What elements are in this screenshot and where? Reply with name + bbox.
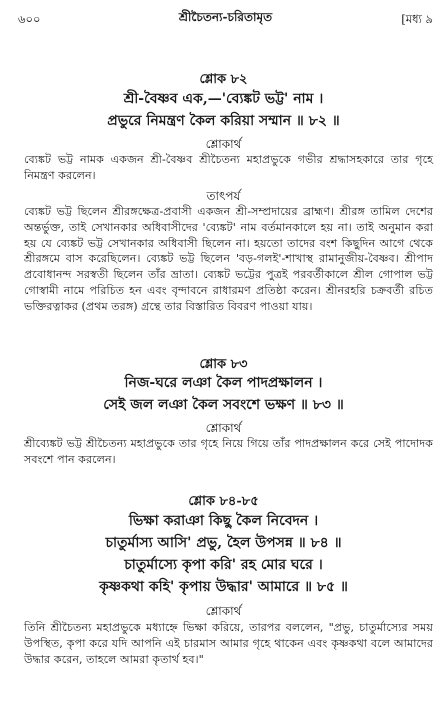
verse-82-translation bbox=[24, 152, 433, 184]
page-header bbox=[18, 9, 433, 29]
verse-82-line-1: শ্রী-বৈষ্ণব এক,—'ব্যেঙ্কট ভট্ট' নাম । bbox=[123, 91, 324, 107]
verse-83-heading: শ্লোক ৮৩ bbox=[199, 357, 248, 372]
verse-85-line-1: চাতুর্মাস্যে কৃপা করি' রহ মোর ঘরে । bbox=[124, 557, 323, 573]
verse-84-85-translation bbox=[24, 620, 433, 667]
translation-text: ব্যেঙ্কট ভট্ট নামক একজন শ্রী-বৈষ্ণব শ্রীচৈতন্য মহাপ্রভুকে গভীর শ্রদ্ধাসহকারে তার গৃহে নিমন্ত্রণ করলেন। bbox=[24, 153, 433, 182]
verse-82-purport bbox=[24, 204, 433, 315]
translation-text: তিনি শ্রীচৈতন্য মহাপ্রভুকে মধ্যাহ্নে ভিক্ষা করিয়ে, তারপর বললেন, "প্রভু, চাতুর্মাস্যের সময় উপস্থিত, কৃপা করে যদি আপনি এই চারমাস আমার গৃহে থাকেন এবং কৃষ্ণকথা বলে আমাদের উদ্ধার করেন, তাহলে আমরা কৃতার্থ হব।" bbox=[24, 621, 433, 666]
book-title: শ্রীচৈতন্য-চরিতামৃত bbox=[178, 10, 273, 24]
translation-text: শ্রীব্যেঙ্কট ভট্ট শ্রীচৈতন্য মহাপ্রভুকে তার গৃহে নিয়ে গিয়ে তাঁর পাদপ্রক্ষালন করে সেই পাদোদক সবংশে পান করলেন। bbox=[24, 437, 433, 466]
purport-text: ব্যেঙ্কট ভট্ট ছিলেন শ্রীরঙ্গক্ষেত্র-প্রবাসী একজন শ্রী-সম্প্রদায়ের ব্রাহ্মণ। শ্রীরঙ্গ তামিল দেশের অন্তর্ভুক্ত, তাই সেখানকার অধিবাসীদের 'ব্যেঙ্কট' নাম বর্তমানকালে হয় না। তাই অনুমান করা হয় যে ব্যেঙ্কট ভট্ট সেখানকার অধিবাসী ছিলেন না। হয়তো তাদের বংশ কিছুদিন আগে থেকে শ্রীরঙ্গমে বাস করেছিলেন। ব্যেঙ্কট ভট্ট ছিলেন 'বড়-গলই'-শাখাস্থ রামানুজীয়-বৈষ্ণব। শ্রীপাদ প্রবোধানন্দ সরস্বতী ছিলেন তাঁর ভ্রাতা। ব্যেঙ্কট ভট্টের পুত্রই পরবর্তীকালে শ্রীল গোপাল ভট্ট গোস্বামী নামে পরিচিত হন এবং বৃন্দাবনে রাধারমণ প্রতিষ্ঠা করেন। শ্রীনরহরি চক্রবর্তী রচিত ভক্তিরত্নাকর (প্রথম তরঙ্গ) গ্রন্থে তার বিস্তারিত বিবরণ পাওয়া যায়। bbox=[24, 205, 433, 313]
verse-85-line-2: কৃষ্ণকথা কহি' কৃপায় উদ্ধার' আমারে ॥ ৮৫ ॥ bbox=[99, 579, 348, 595]
verse-83-translation bbox=[24, 436, 433, 468]
verse-84-85-heading: শ্লোক ৮৪-৮৫ bbox=[188, 494, 259, 509]
verse-82-translation-label: শ্লোকার্থ bbox=[205, 137, 242, 151]
verse-84-line-1: ভিক্ষা করাঞা কিছু কৈল নিবেদন । bbox=[128, 513, 319, 529]
page-number: ৬০০ bbox=[18, 12, 41, 26]
verse-83-line-2: সেই জল লঞা কৈল সবংশে ভক্ষণ ॥ ৮৩ ॥ bbox=[103, 397, 344, 413]
verse-84-line-2: চাতুর্মাস্য আসি' প্রভু, হৈল উপসন্ন ॥ ৮৪ ॥ bbox=[105, 535, 342, 551]
verse-82-purport-label: তাৎপর্য bbox=[206, 189, 241, 203]
verse-82-line-2: প্রভুরে নিমন্ত্রণ কৈল করিয়া সম্মান ॥ ৮২ ॥ bbox=[107, 113, 340, 129]
chapter-marker: [মধ্য ৯ bbox=[401, 12, 433, 26]
verse-84-85-translation-label: শ্লোকার্থ bbox=[205, 604, 242, 618]
verse-82-heading: শ্লোক ৮২ bbox=[199, 72, 248, 87]
verse-83-line-1: নিজ-ঘরে লঞা কৈল পাদপ্রক্ষালন । bbox=[124, 375, 323, 391]
verse-83-translation-label: শ্লোকার্থ bbox=[205, 421, 242, 435]
